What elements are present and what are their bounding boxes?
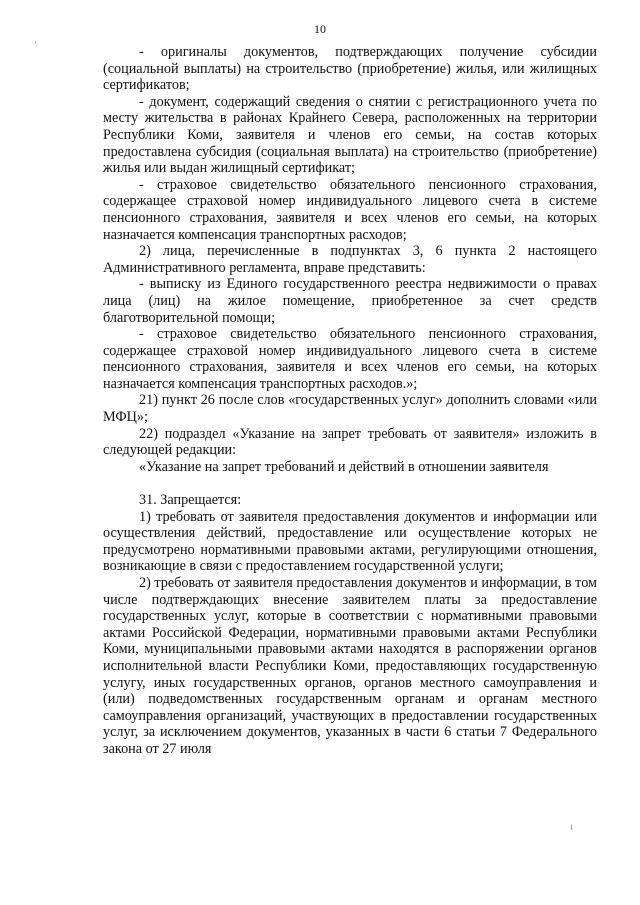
page-number: 10 xyxy=(314,22,326,36)
paragraph-31-item-1: 1) требовать от заявителя предоставления документов и информации или осуществления действий, предоставление или осуществление которых не предусмотрено нормативными правовыми актами, регулирующими отношения, возникающие в связи с предоставлением государственной услуги; xyxy=(103,508,597,575)
paragraph-registry-extract: - выписку из Единого государственного реестра недвижимости о правах лица (лиц) на жилое помещение, приобретенное за счет средств благотворительной помощи; xyxy=(103,276,597,326)
paragraph-item-2: 2) лица, перечисленные в подпунктах 3, 6 пункта 2 настоящего Административного регламента, вправе представить: xyxy=(103,243,597,276)
paragraph-originals: - оригиналы документов, подтверждающих получение субсидии (социальной выплаты) на строительство (приобретение) жилья, или жилищных сертификатов; xyxy=(103,44,597,94)
paragraph-deregistration-document: - документ, содержащий сведения о снятии с регистрационного учета по месту жительства в районах Крайнего Севера, расположенных на территории Республики Коми, заявителя и членов его семьи, на состав которых предоставлена субсидия (социальная выплата) на строительство (приобретение) жилья или выдан жилищный сертификат; xyxy=(103,93,597,177)
paragraph-item-21: 21) пункт 26 после слов «государственных услуг» дополнить словами «или МФЦ»; xyxy=(103,392,597,426)
section-heading: «Указание на запрет требований и действий в отношении заявителя xyxy=(139,458,549,475)
scan-artifact-mark: ı xyxy=(570,822,573,833)
paragraph-pension-certificate-2: - страховое свидетельство обязательного пенсионного страхования, содержащее страховой номер индивидуального лицевого счета в системе пенсионного страхования, заявителя и всех членов его семьи, на которых назначается компенсация транспортных расходов.»; xyxy=(103,326,597,392)
document-body xyxy=(103,44,597,758)
scan-artifact-dot: · xyxy=(34,38,38,49)
paragraph-31-item-2: 2) требовать от заявителя предоставления документов и информации, в том числе подтверждающих внесение заявителем платы за предоставление государственных услуг, которые в соответствии с нормативными правовыми актами Российской Федерации, нормативными правовыми актами Республики Коми, муниципальными правовыми актами находятся в распоряжении органов исполнительной власти Республики Коми, предоставляющих государственную услугу, иных государственных органов, органов местного самоуправления и (или) подведомственных государственным органам и органам местного самоуправления организаций, участвующих в предоставлении государственных услуг, за исключением документов, указанных в части 6 статьи 7 Федерального закона от 27 июля xyxy=(103,575,597,757)
paragraph-pension-certificate: - страховое свидетельство обязательного пенсионного страхования, содержащее страховой номер индивидуального лицевого счета в системе пенсионного страхования, заявителя и всех членов его семьи, на которых назначается компенсация транспортных расходов; xyxy=(103,176,597,243)
paragraph-31: 31. Запрещается: xyxy=(139,492,242,509)
paragraph-item-22: 22) подраздел «Указание на запрет требовать от заявителя» изложить в следующей редакции: xyxy=(103,425,597,459)
